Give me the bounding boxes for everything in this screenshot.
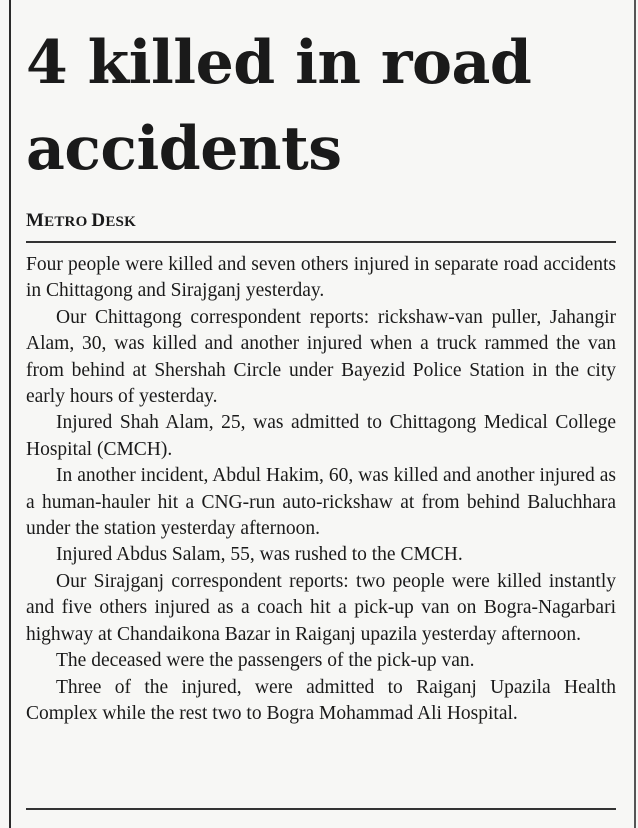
paragraph-5: Injured Abdus Salam, 55, was rushed to the CMCH. [56, 544, 463, 566]
paragraph-7: The deceased were the passengers of the pick-up van. [56, 650, 475, 672]
paragraph-1: Four people were killed and seven others injured in separate road accidents in Chittagong and Sirajganj yesterday. [26, 254, 616, 302]
paragraph-4: In another incident, Abdul Hakim, 60, was killed and another injured as a human-hauler hit a CNG-run auto-rickshaw at from behind Baluchhara under the station yesterday afternoon. [26, 465, 616, 540]
paragraph-6: Our Sirajganj correspondent reports: two people were killed instantly and five others injured as a coach hit a pick-up van on Bogra-Nagarbari highway at Chandaikona Bazar in Raiganj upazila yesterday afternoon. [26, 570, 616, 645]
byline-rest-1: ETRO [44, 214, 92, 230]
byline-initial-2: D [91, 210, 106, 231]
left-column-rule [9, 0, 11, 828]
byline [26, 210, 136, 232]
headline: 4 killed in road accidents [26, 28, 532, 184]
bottom-divider [26, 808, 616, 810]
paragraph-8: Three of the injured, were admitted to Raiganj Upazila Health Complex while the rest two to Bogra Mohammad Ali Hospital. [26, 676, 616, 724]
paragraph-3: Injured Shah Alam, 25, was admitted to Chittagong Medical College Hospital (CMCH). [26, 412, 616, 460]
paragraph-2: Our Chittagong correspondent reports: rickshaw-van puller, Jahangir Alam, 30, was killed and another injured when a truck rammed the van from behind at Shershah Circle under Bayezid Police Station in the city early hours of yesterday. [26, 306, 616, 408]
right-column-rule [634, 0, 636, 828]
byline-rest-2: ESK [105, 214, 136, 230]
article-body [26, 252, 616, 727]
byline-divider [26, 241, 616, 243]
byline-initial-1: M [26, 210, 45, 231]
